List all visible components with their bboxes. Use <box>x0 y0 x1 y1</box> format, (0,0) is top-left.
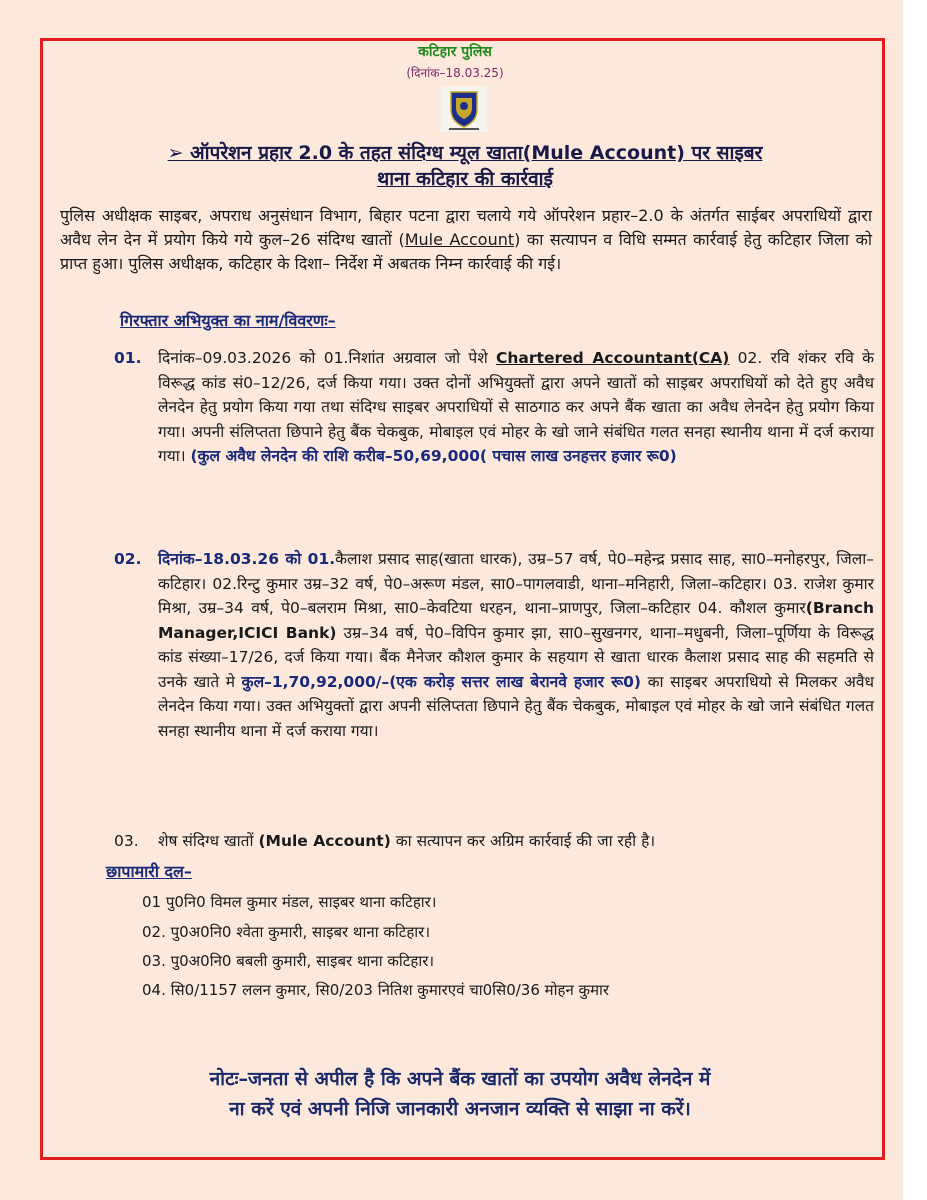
bihar-police-emblem-icon <box>441 86 487 132</box>
item-amount: (कुल अवैध लेनदेन की राशि करीब–50,69,000( पचास लाख उनहत्तर हजार रू0) <box>190 447 677 465</box>
operation-title <box>60 140 870 192</box>
note-line-2: ना करें एवं अपनी निजि जानकारी अनजान व्यक्ति से साझा ना करें। <box>229 1098 691 1120</box>
arrested-heading: गिरफ्तार अभियुक्त का नाम/विवरणः– <box>120 311 336 330</box>
arrest-item <box>114 829 874 854</box>
item-number: 03. <box>114 832 139 850</box>
team-member: 03. पु0अ0नि0 बबली कुमारी, साइबर थाना कटिहार। <box>142 952 435 970</box>
ca-term: Chartered Accountant(CA) <box>496 349 730 367</box>
bank-term: (Branch Manager,ICICI Bank) <box>158 599 874 642</box>
item-amount: कुल–1,70,92,000/–(एक करोड़ सत्तर लाख बेरानवे हजार रू0) <box>241 672 641 691</box>
item-text: का साइबर अपराधियो से मिलकर अवैध लेनदेन किया गया। उक्त अभियुक्तों द्वारा अपनी संलिप्तता छिपाने हेतु बैंक चेकबुक, मोबाइल एवं मोहर के खो जाने संबंधित गलत सनहा स्थानीय थाना में दर्ज कराया गया। <box>158 672 874 740</box>
header-title: कटिहार पुलिस <box>418 44 492 60</box>
team-member: 01 पु0नि0 विमल कुमार मंडल, साइबर थाना कटिहार। <box>142 893 437 911</box>
item-text: कैलाश प्रसाद साह(खाता धारक), उम्र–57 वर्ष, पे0–महेन्द्र प्रसाद साह, सा0–मनोहरपुर, जिला–कटिहार। 02.रिन्टु कुमार उम्र–32 वर्ष, पे0–अरूण मंडल, सा0–पागलवाडी, थाना–मनिहारी, जिला–कटिहार। 03. राजेश कुमार मिश्रा, उम्र–34 वर्ष, पे0–बलराम मिश्रा, सा0–केवटिया धरहन, थाना–प्राणपुर, जिला–कटिहार 04. कौशल कुमार <box>158 550 874 617</box>
mule-account-term: (Mule Account) <box>258 832 391 850</box>
team-member: 02. पु0अ0नि0 श्वेता कुमारी, साइबर थाना कटिहार। <box>142 923 431 941</box>
intro-text: पुलिस अधीक्षक साइबर, अपराध अनुसंधान विभाग, बिहार पटना द्वारा चलाये गये ऑपरेशन प्रहार–2.0 के अंतर्गत साईबर अपराधियों द्वारा अवैध लेन देन में प्रयोग किये गये कुल–26 संदिग्ध खातों ( <box>60 206 872 249</box>
public-appeal-note <box>120 1064 800 1124</box>
team-member: 04. सि0/1157 ललन कुमार, सि0/203 नितिश कुमारएवं चा0सि0/36 मोहन कुमार <box>142 981 610 999</box>
item-number: 02. <box>114 550 142 568</box>
page-margin <box>903 0 927 1200</box>
item-number: 01. <box>114 349 142 367</box>
arrest-item <box>114 547 874 743</box>
item-date: दिनांक–18.03.26 को 01. <box>158 550 336 568</box>
title-line-1: ऑपरेशन प्रहार 2.0 के तहत संदिग्ध म्यूल खाता(Mule Account) पर साइबर <box>190 142 763 164</box>
intro-paragraph <box>60 204 872 276</box>
arrest-item <box>114 346 874 469</box>
mule-account-term: Mule Account <box>404 230 515 249</box>
note-line-1: नोटः–जनता से अपील है कि अपने बैंक खातों का उपयोग अवैध लेनदेन में <box>209 1068 711 1090</box>
item-text: शेष संदिग्ध खातों <box>158 832 259 850</box>
item-text: दिनांक–09.03.2026 को 01.निशांत अग्रवाल जो पेशे <box>158 349 497 367</box>
item-text: का सत्यापन कर अग्रिम कार्रवाई की जा रही है। <box>390 832 656 850</box>
arrow-bullet-icon: ➢ <box>167 142 184 164</box>
item-text: उम्र–34 वर्ष, पे0–विपिन कुमार झा, सा0–सुखनगर, थाना–मधुबनी, जिला–पूर्णिया के विरूद्ध कांड संख्या–17/26, दर्ज किया गया। बैंक मैनेजर कौशल कुमार के सहयाग से खाता धारक कैलाश प्रसाद साह की सहमति से उनके खाते मे <box>158 623 874 691</box>
header-date: (दिनांक–18.03.25) <box>406 66 504 80</box>
title-line-2: थाना कटिहार की कार्रवाई <box>377 168 553 190</box>
intro-text-after: ) का सत्यापन व विधि सम्मत कार्रवाई हेतु कटिहार जिला को प्राप्त हुआ। पुलिस अधीक्षक, कटिहार के दिशा– निर्देश में अबतक निम्न कार्रवाई की गई। <box>60 230 872 273</box>
raid-team-heading: छापामारी दल– <box>106 862 192 881</box>
item-text: 02. रवि शंकर रवि के विरूद्ध कांड सं0–12/26, दर्ज किया गया। उक्त दोनों अभियुक्तों द्वारा अपने खातों को साइबर अपराधियों को देते हुए अवैध लेनदेन हेतु प्रयोग किया गया तथा संदिग्ध साइबर अपराधियों से साठगाठ कर अपने बैंक खाता का अवैध लेनदेन हेतु प्रयोग किया गया। अपनी संलिप्तता छिपाने हेतु बैंक चेकबुक, मोबाइल एवं मोहर के खो जाने संबंधित गलत सनहा स्थानीय थाना में दर्ज कराया गया। <box>158 349 874 465</box>
